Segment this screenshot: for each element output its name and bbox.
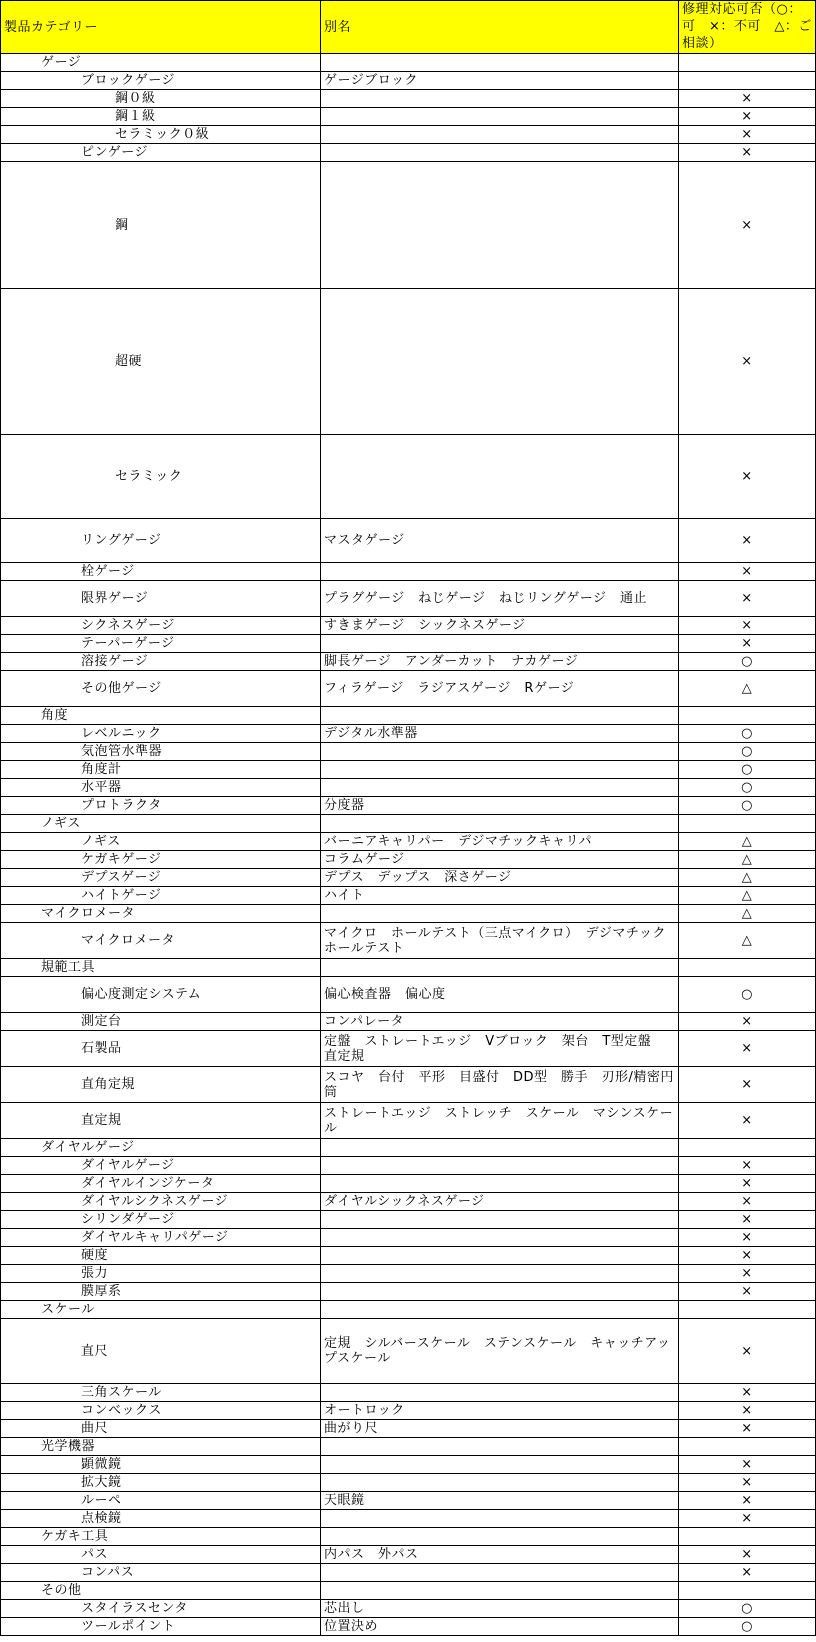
repair-mark-cell[interactable] [679,707,816,725]
category-row [1,1301,816,1319]
product-category-cell[interactable]: レベルニック [1,725,321,743]
product-category-cell[interactable]: 超硬 [1,289,321,435]
repair-mark-cell[interactable]: ○ [679,761,816,779]
alias-cell[interactable] [321,1247,679,1265]
table-row [1,1031,816,1067]
category-row [1,815,816,833]
alias-cell[interactable] [321,815,679,833]
table-row [1,1103,816,1139]
alias-cell[interactable]: 曲がり尺 [321,1420,679,1438]
repair-mark-cell[interactable]: × [679,1402,816,1420]
table-row [1,1193,816,1211]
table-row [1,1600,816,1618]
table-row [1,671,816,707]
alias-cell[interactable] [321,1528,679,1546]
repair-mark-cell[interactable]: × [679,1067,816,1103]
table-row [1,1420,816,1438]
alias-cell[interactable] [321,1564,679,1582]
table-row [1,1265,816,1283]
product-category-cell[interactable]: ケガキゲージ [1,851,321,869]
alias-cell[interactable] [321,54,679,72]
product-category-cell[interactable]: ツールポイント [1,1618,321,1636]
alias-cell[interactable]: ゲージブロック [321,72,679,90]
repair-mark-cell[interactable]: △ [679,833,816,851]
alias-cell[interactable] [321,108,679,126]
alias-cell[interactable]: ハイト [321,887,679,905]
alias-cell[interactable] [321,743,679,761]
product-category-cell[interactable]: ケガキ工具 [1,1528,321,1546]
product-category-cell[interactable]: 曲尺 [1,1420,321,1438]
alias-cell[interactable] [321,1139,679,1157]
product-category-cell[interactable]: ハイトゲージ [1,887,321,905]
repair-mark-cell[interactable]: △ [679,905,816,923]
repair-mark-cell[interactable]: × [679,1211,816,1229]
alias-cell[interactable]: コンパレータ [321,1013,679,1031]
product-category-cell[interactable]: テーパーゲージ [1,635,321,653]
alias-cell[interactable]: コラムゲージ [321,851,679,869]
table-row [1,1175,816,1193]
header-repair-availability[interactable]: 修理対応可否（○：可 ×：不可 △：ご相談） [679,1,816,54]
alias-cell[interactable]: デジタル水準器 [321,725,679,743]
repair-mark-cell[interactable]: × [679,1283,816,1301]
alias-cell[interactable]: 内パス 外パス [321,1546,679,1564]
alias-cell[interactable] [321,635,679,653]
product-category-cell[interactable]: パス [1,1546,321,1564]
product-category-cell[interactable]: 顕微鏡 [1,1456,321,1474]
table-row [1,833,816,851]
product-category-cell[interactable]: 溶接ゲージ [1,653,321,671]
table-row [1,1211,816,1229]
repair-mark-cell[interactable]: ○ [679,725,816,743]
alias-cell[interactable] [321,779,679,797]
alias-cell[interactable] [321,289,679,435]
alias-cell[interactable] [321,707,679,725]
alias-cell[interactable]: プラグゲージ ねじゲージ ねじリングゲージ 通止 [321,581,679,617]
table-row [1,162,816,289]
repair-mark-cell[interactable] [679,1301,816,1319]
repair-mark-cell[interactable]: × [679,1103,816,1139]
alias-cell[interactable]: 定盤 ストレートエッジ Vブロック 架台 T型定盤 直定規 [321,1031,679,1067]
product-category-cell[interactable]: リングゲージ [1,519,321,563]
product-category-cell[interactable]: ノギス [1,815,321,833]
alias-cell[interactable]: マイクロ ホールテスト（三点マイクロ） デジマチックホールテスト [321,923,679,959]
product-category-cell[interactable]: 三角スケール [1,1384,321,1402]
repair-mark-cell[interactable] [679,1528,816,1546]
repair-mark-cell[interactable]: ○ [679,743,816,761]
header-row [1,1,816,54]
table-row [1,1229,816,1247]
table-row [1,869,816,887]
repair-mark-cell[interactable]: △ [679,887,816,905]
table-row [1,1247,816,1265]
alias-cell[interactable] [321,1456,679,1474]
alias-cell[interactable]: ストレートエッジ ストレッチ スケール マシンスケール [321,1103,679,1139]
alias-cell[interactable] [321,1384,679,1402]
repair-mark-cell[interactable] [679,815,816,833]
repair-mark-cell[interactable]: × [679,1456,816,1474]
alias-cell[interactable] [321,1157,679,1175]
product-category-cell[interactable]: シリンダゲージ [1,1211,321,1229]
table-row [1,761,816,779]
alias-cell[interactable]: バーニアキャリパー デジマチックキャリパ [321,833,679,851]
alias-cell[interactable] [321,144,679,162]
alias-cell[interactable] [321,1582,679,1600]
table-row [1,1402,816,1420]
product-category-cell[interactable]: コンベックス [1,1402,321,1420]
repair-mark-cell[interactable]: × [679,617,816,635]
category-row [1,1139,816,1157]
repair-mark-cell[interactable] [679,1139,816,1157]
product-category-cell[interactable]: 限界ゲージ [1,581,321,617]
product-category-cell[interactable]: 硬度 [1,1247,321,1265]
repair-mark-cell[interactable]: × [679,563,816,581]
product-category-cell[interactable]: ブロックゲージ [1,72,321,90]
table-row [1,1456,816,1474]
repair-mark-cell[interactable]: × [679,90,816,108]
repair-mark-cell[interactable]: × [679,635,816,653]
product-category-cell[interactable]: マイクロメータ [1,923,321,959]
alias-cell[interactable] [321,90,679,108]
alias-cell[interactable] [321,959,679,977]
repair-mark-cell[interactable] [679,72,816,90]
alias-cell[interactable] [321,1283,679,1301]
table-row [1,581,816,617]
product-category-cell[interactable]: 直尺 [1,1319,321,1384]
table-row [1,1384,816,1402]
alias-cell[interactable] [321,563,679,581]
alias-cell[interactable] [321,905,679,923]
category-row [1,1438,816,1456]
alias-cell[interactable] [321,1265,679,1283]
repair-mark-cell[interactable]: ○ [679,977,816,1013]
product-category-cell[interactable]: セラミック [1,435,321,519]
alias-cell[interactable]: 位置決め [321,1618,679,1636]
table-row [1,653,816,671]
product-category-cell[interactable]: 角度 [1,707,321,725]
repair-mark-cell[interactable]: × [679,519,816,563]
product-category-cell[interactable]: マイクロメータ [1,905,321,923]
table-row [1,435,816,519]
product-category-cell[interactable]: ダイヤルゲージ [1,1157,321,1175]
repair-mark-cell[interactable]: ○ [679,779,816,797]
product-category-cell[interactable]: その他ゲージ [1,671,321,707]
product-category-cell[interactable]: 角度計 [1,761,321,779]
product-category-cell[interactable]: 規範工具 [1,959,321,977]
repair-mark-cell[interactable]: × [679,1157,816,1175]
repair-mark-cell[interactable]: △ [679,923,816,959]
product-category-cell[interactable]: 拡大鏡 [1,1474,321,1492]
repair-mark-cell[interactable] [679,1438,816,1456]
product-category-cell[interactable]: デプスゲージ [1,869,321,887]
product-category-cell[interactable]: ダイヤルシクネスゲージ [1,1193,321,1211]
table-row [1,1546,816,1564]
product-category-cell[interactable]: ダイヤルキャリパゲージ [1,1229,321,1247]
repair-mark-cell[interactable]: × [679,144,816,162]
repair-mark-cell[interactable]: × [679,581,816,617]
alias-cell[interactable]: オートロック [321,1402,679,1420]
table-row [1,635,816,653]
repair-mark-cell[interactable]: × [679,435,816,519]
repair-mark-cell[interactable]: × [679,1013,816,1031]
repair-mark-cell[interactable]: × [679,1510,816,1528]
table-row [1,1564,816,1582]
product-category-cell[interactable]: 鋼０級 [1,90,321,108]
repair-mark-cell[interactable]: ○ [679,1618,816,1636]
table-row [1,289,816,435]
table-row [1,1067,816,1103]
repair-mark-cell[interactable]: ○ [679,653,816,671]
table-row [1,144,816,162]
repair-mark-cell[interactable]: △ [679,851,816,869]
category-row [1,707,816,725]
repair-mark-cell[interactable] [679,959,816,977]
product-category-cell[interactable]: 膜厚系 [1,1283,321,1301]
product-category-cell[interactable]: 直定規 [1,1103,321,1139]
table-row [1,617,816,635]
product-category-cell[interactable]: セラミック０級 [1,126,321,144]
alias-cell[interactable]: 偏心検査器 偏心度 [321,977,679,1013]
table-row [1,887,816,905]
repair-mark-cell[interactable]: × [679,289,816,435]
product-category-cell[interactable]: 鋼１級 [1,108,321,126]
alias-cell[interactable] [321,1438,679,1456]
table-row [1,923,816,959]
alias-cell[interactable]: 天眼鏡 [321,1492,679,1510]
category-row [1,905,816,923]
product-category-cell[interactable]: 直角定規 [1,1067,321,1103]
repair-mark-cell[interactable] [679,1582,816,1600]
alias-cell[interactable]: ダイヤルシックネスゲージ [321,1193,679,1211]
product-category-cell[interactable]: 光学機器 [1,1438,321,1456]
product-category-cell[interactable]: ダイヤルゲージ [1,1139,321,1157]
category-row [1,959,816,977]
table-row [1,563,816,581]
product-category-cell[interactable]: ノギス [1,833,321,851]
table-row [1,126,816,144]
alias-cell[interactable]: フィラゲージ ラジアスゲージ Rゲージ [321,671,679,707]
product-category-cell[interactable]: 張力 [1,1265,321,1283]
repair-mark-cell[interactable]: × [679,1265,816,1283]
table-row [1,1510,816,1528]
product-category-cell[interactable]: ゲージ [1,54,321,72]
repair-mark-cell[interactable]: × [679,1420,816,1438]
repair-mark-cell[interactable]: × [679,162,816,289]
alias-cell[interactable] [321,1175,679,1193]
repair-mark-cell[interactable]: × [679,1193,816,1211]
table-row [1,977,816,1013]
product-category-cell[interactable]: ダイヤルインジケータ [1,1175,321,1193]
table-row [1,797,816,815]
repair-mark-cell[interactable]: × [679,1564,816,1582]
table-row [1,1157,816,1175]
product-category-cell[interactable]: ルーペ [1,1492,321,1510]
table-row [1,779,816,797]
alias-cell[interactable] [321,1510,679,1528]
header-product-category[interactable]: 製品カテゴリー [1,1,321,54]
repair-mark-cell[interactable]: × [679,126,816,144]
repair-mark-cell[interactable]: × [679,1175,816,1193]
repair-mark-cell[interactable]: ○ [679,797,816,815]
alias-cell[interactable]: マスタゲージ [321,519,679,563]
table-row [1,1474,816,1492]
product-category-cell[interactable]: 栓ゲージ [1,563,321,581]
repair-mark-cell[interactable]: × [679,1492,816,1510]
product-category-cell[interactable]: 石製品 [1,1031,321,1067]
product-category-cell[interactable]: 水平器 [1,779,321,797]
product-category-cell[interactable]: 偏心度測定システム [1,977,321,1013]
alias-cell[interactable]: デプス デップス 深さゲージ [321,869,679,887]
table-row [1,1013,816,1031]
product-category-cell[interactable]: その他 [1,1582,321,1600]
alias-cell[interactable] [321,1474,679,1492]
alias-cell[interactable]: スコヤ 台付 平形 目盛付 DD型 勝手 刃形/精密円筒 [321,1067,679,1103]
repair-mark-cell[interactable]: △ [679,869,816,887]
alias-cell[interactable]: 分度器 [321,797,679,815]
table-row [1,519,816,563]
header-alias[interactable]: 別名 [321,1,679,54]
alias-cell[interactable]: 脚長ゲージ アンダーカット ナカゲージ [321,653,679,671]
repair-mark-cell[interactable]: × [679,1229,816,1247]
repair-mark-cell[interactable]: △ [679,671,816,707]
product-category-cell[interactable]: スタイラスセンタ [1,1600,321,1618]
alias-cell[interactable]: 定規 シルバースケール ステンスケール キャッチアップスケール [321,1319,679,1384]
repair-mark-cell[interactable]: × [679,1546,816,1564]
category-row [1,1528,816,1546]
category-row [1,54,816,72]
alias-cell[interactable]: すきまゲージ シックネスゲージ [321,617,679,635]
repair-mark-cell[interactable]: × [679,1319,816,1384]
repair-mark-cell[interactable] [679,54,816,72]
repair-mark-cell[interactable]: × [679,1384,816,1402]
repair-mark-cell[interactable]: × [679,1247,816,1265]
category-row [1,1582,816,1600]
table-row [1,851,816,869]
repair-mark-cell[interactable]: × [679,1031,816,1067]
alias-cell[interactable] [321,1301,679,1319]
repair-mark-cell[interactable]: ○ [679,1600,816,1618]
product-category-cell[interactable]: シクネスゲージ [1,617,321,635]
product-category-cell[interactable]: コンパス [1,1564,321,1582]
alias-cell[interactable] [321,761,679,779]
alias-cell[interactable] [321,1211,679,1229]
repair-mark-cell[interactable]: × [679,1474,816,1492]
table-row [1,1618,816,1636]
alias-cell[interactable] [321,126,679,144]
product-category-cell[interactable]: プロトラクタ [1,797,321,815]
product-category-cell[interactable]: 点検鏡 [1,1510,321,1528]
product-category-cell[interactable]: 鋼 [1,162,321,289]
table-row [1,108,816,126]
table-row [1,90,816,108]
alias-cell[interactable] [321,162,679,289]
product-category-cell[interactable]: 気泡管水準器 [1,743,321,761]
table-row [1,1283,816,1301]
product-category-cell[interactable]: スケール [1,1301,321,1319]
alias-cell[interactable] [321,1229,679,1247]
table-row [1,1492,816,1510]
product-category-cell[interactable]: 測定台 [1,1013,321,1031]
product-category-cell[interactable]: ピンゲージ [1,144,321,162]
alias-cell[interactable]: 芯出し [321,1600,679,1618]
table-row [1,72,816,90]
table-row [1,1319,816,1384]
table-row [1,743,816,761]
alias-cell[interactable] [321,435,679,519]
table-row [1,725,816,743]
repair-mark-cell[interactable]: × [679,108,816,126]
